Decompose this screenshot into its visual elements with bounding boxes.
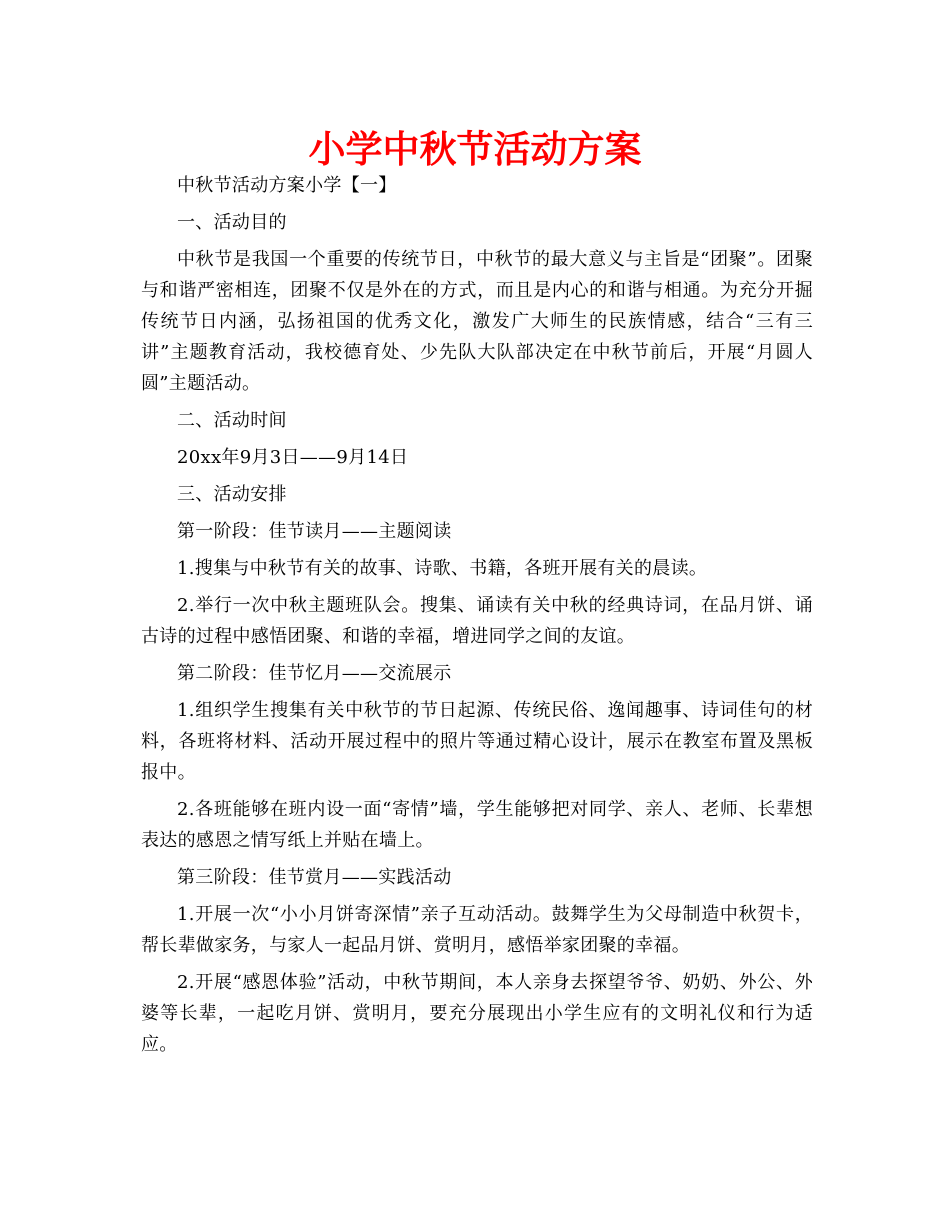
- list-item: 2.举行一次中秋主题班队会。搜集、诵读有关中秋的经典诗词，在品月饼、诵古诗的过程中感悟团聚、和谐的幸福，增进同学之间的友谊。: [141, 595, 813, 647]
- body-paragraph: 中秋节是我国一个重要的传统节日，中秋节的最大意义与主旨是“团聚”。团聚与和谐严密相连，团聚不仅是外在的方式，而且是内心的和谐与相通。为充分开掘传统节日内涵，弘扬祖国的优秀文化，激发广大师生的民族情感，结合“三有三讲”主题教育活动，我校德育处、少先队大队部决定在中秋节前后，开展“月圆人圆”主题活动。: [141, 249, 813, 394]
- list-item: 1.组织学生搜集有关中秋节的节日起源、传统民俗、逸闻趣事、诗词佳句的材料，各班将材料、活动开展过程中的照片等通过精心设计，展示在教室布置及黑板报中。: [141, 700, 813, 783]
- section-heading: 二、活动时间: [177, 410, 287, 431]
- body-paragraph: 20xx年9月3日——9月14日: [177, 447, 409, 468]
- section-heading: 中秋节活动方案小学【一】: [177, 175, 397, 196]
- stage-heading: 第二阶段：佳节忆月——交流展示: [177, 663, 452, 684]
- stage-heading: 第三阶段：佳节赏月——实践活动: [177, 867, 452, 888]
- document-body: [141, 170, 813, 1066]
- list-item: 1.开展一次“小小月饼寄深情”亲子互动活动。鼓舞学生为父母制造中秋贺卡，帮长辈做家务，与家人一起品月饼、赏明月，感悟举家团聚的幸福。: [141, 904, 813, 956]
- stage-heading: 第一阶段：佳节读月——主题阅读: [177, 521, 452, 542]
- section-heading: 一、活动目的: [177, 212, 287, 233]
- section-heading: 三、活动安排: [177, 484, 287, 505]
- document-title: 小学中秋节活动方案: [308, 128, 642, 171]
- list-item: 1.搜集与中秋节有关的故事、诗歌、书籍，各班开展有关的晨读。: [177, 558, 708, 579]
- list-item: 2.开展“感恩体验”活动，中秋节期间，本人亲身去探望爷爷、奶奶、外公、外婆等长辈，一起吃月饼、赏明月，要充分展现出小学生应有的文明礼仪和行为适应。: [141, 972, 813, 1055]
- list-item: 2.各班能够在班内设一面“寄情”墙，学生能够把对同学、亲人、老师、长辈想表达的感恩之情写纸上并贴在墙上。: [141, 799, 813, 851]
